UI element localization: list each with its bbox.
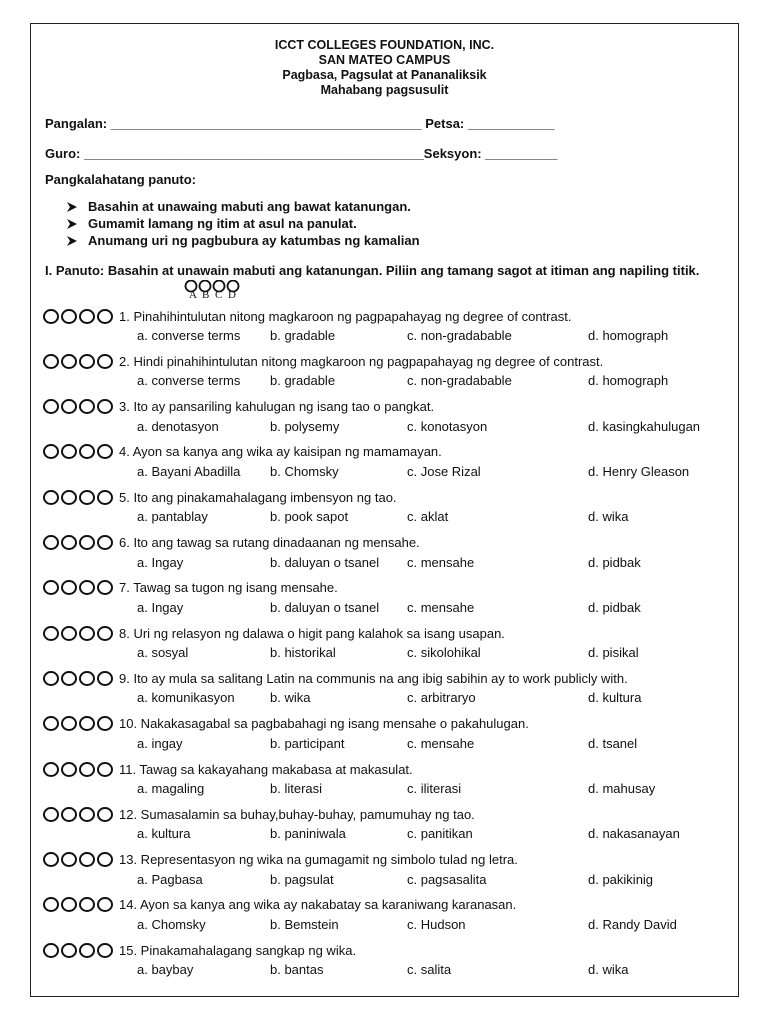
question-text: 2. Hindi pinahihintulutan nitong magkaroon ng pagpapahayag ng degree of contrast. bbox=[119, 353, 604, 369]
instruction-text: Basahin at unawaing mabuti ang bawat katanungan. bbox=[88, 199, 411, 214]
option-a: a. converse terms bbox=[137, 373, 241, 389]
question-item bbox=[43, 895, 733, 937]
answer-bubble-b[interactable] bbox=[61, 580, 77, 595]
option-c: c. aklat bbox=[407, 509, 449, 525]
instruction-item bbox=[66, 198, 420, 215]
question-item bbox=[43, 578, 733, 620]
answer-bubbles bbox=[43, 535, 119, 550]
option-a: a. Ingay bbox=[137, 599, 184, 615]
answer-bubble-a[interactable] bbox=[43, 309, 59, 324]
answer-legend bbox=[183, 280, 263, 304]
option-a: a. sosyal bbox=[137, 645, 189, 661]
answer-bubble-c[interactable] bbox=[79, 399, 95, 414]
subject-title: Pagbasa, Pagsulat at Pananaliksik bbox=[282, 68, 487, 82]
question-text: 11. Tawag sa kakayahang makabasa at makasulat. bbox=[119, 761, 413, 777]
option-a: a. Bayani Abadilla bbox=[137, 463, 241, 479]
arrow-bullet-icon bbox=[66, 235, 78, 247]
option-row bbox=[43, 417, 733, 439]
answer-bubble-d[interactable] bbox=[97, 897, 113, 912]
option-b: b. polysemy bbox=[270, 418, 340, 434]
option-a: a. magaling bbox=[137, 781, 205, 796]
answer-bubble-c[interactable] bbox=[79, 626, 95, 641]
answer-bubble-d[interactable] bbox=[97, 852, 113, 867]
instruction-text: Anumang uri ng pagbubura ay katumbas ng kamalian bbox=[88, 233, 420, 248]
option-a: a. Ingay bbox=[137, 554, 184, 570]
answer-bubble-c[interactable] bbox=[79, 354, 95, 369]
answer-bubble-a[interactable] bbox=[43, 444, 59, 459]
answer-bubble-c[interactable] bbox=[79, 535, 95, 550]
option-b: b. pook sapot bbox=[270, 509, 349, 525]
answer-bubbles bbox=[43, 580, 119, 595]
option-b: b. gradable bbox=[270, 328, 336, 343]
answer-bubble-d[interactable] bbox=[97, 354, 113, 369]
question-item bbox=[43, 668, 733, 710]
option-d: d. homograph bbox=[588, 328, 669, 343]
option-c: c. salita bbox=[407, 962, 452, 978]
legend-letter-a: A bbox=[189, 289, 197, 301]
option-b: b. daluyan o tsanel bbox=[270, 554, 380, 570]
option-b: b. gradable bbox=[270, 373, 336, 389]
question-item bbox=[43, 940, 733, 982]
answer-bubble-a[interactable] bbox=[43, 399, 59, 414]
answer-bubble-a[interactable] bbox=[43, 852, 59, 867]
answer-bubbles bbox=[43, 354, 119, 369]
option-d: d. pidbak bbox=[588, 554, 641, 570]
option-c: c. sikolohikal bbox=[407, 645, 481, 661]
answer-bubble-d[interactable] bbox=[97, 762, 113, 777]
answer-bubbles bbox=[43, 943, 119, 958]
teacher-section-line: Guro: _______________________________________________Seksyon: __________ bbox=[45, 146, 558, 161]
answer-bubble-d[interactable] bbox=[97, 626, 113, 641]
answer-bubble-c[interactable] bbox=[79, 807, 95, 822]
answer-bubble-a[interactable] bbox=[43, 354, 59, 369]
question-text: 10. Nakakasagabal sa pagbabahagi ng isang mensahe o pakahulugan. bbox=[119, 716, 529, 732]
option-row bbox=[43, 870, 733, 892]
option-c: c. mensahe bbox=[407, 735, 475, 751]
question-text: 13. Representasyon ng wika na gumagamit ng simbolo tulad ng letra. bbox=[119, 852, 518, 868]
option-row bbox=[43, 643, 733, 665]
question-item bbox=[43, 306, 733, 348]
answer-bubbles bbox=[43, 309, 119, 324]
answer-bubble-d[interactable] bbox=[97, 807, 113, 822]
answer-bubbles bbox=[43, 490, 119, 505]
option-row bbox=[43, 824, 733, 846]
question-text: 1. Pinahihintulutan nitong magkaroon ng pagpapahayag ng degree of contrast. bbox=[119, 308, 572, 324]
option-row bbox=[43, 507, 733, 529]
answer-bubbles bbox=[43, 626, 119, 641]
question-text: 5. Ito ang pinakamahalagang imbensyon ng tao. bbox=[119, 489, 397, 505]
answer-bubble-d[interactable] bbox=[97, 399, 113, 414]
option-b: b. wika bbox=[270, 690, 311, 706]
option-d: d. pisikal bbox=[588, 645, 639, 661]
part-one-directions: I. Panuto: Basahin at unawain mabuti ang katanungan. Piliin ang tamang sagot at itiman ang napiling titik. bbox=[45, 263, 700, 278]
answer-bubble-b[interactable] bbox=[61, 535, 77, 550]
answer-bubble-a[interactable] bbox=[43, 671, 59, 686]
option-c: c. Jose Rizal bbox=[407, 463, 481, 479]
general-instructions-title: Pangkalahatang panuto: bbox=[45, 172, 196, 187]
option-b: b. historikal bbox=[270, 645, 336, 661]
question-text: 15. Pinakamahalagang sangkap ng wika. bbox=[119, 942, 357, 958]
question-text: 4. Ayon sa kanya ang wika ay kaisipan ng mamamayan. bbox=[119, 444, 442, 460]
question-item bbox=[43, 759, 733, 801]
option-d: d. mahusay bbox=[588, 781, 656, 796]
option-d: d. wika bbox=[588, 509, 629, 525]
school-name: ICCT COLLEGES FOUNDATION, INC. bbox=[274, 38, 495, 52]
option-d: d. nakasanayan bbox=[588, 826, 680, 842]
option-c: c. panitikan bbox=[407, 826, 473, 842]
question-text: 6. Ito ang tawag sa rutang dinadaanan ng mensahe. bbox=[119, 535, 420, 550]
answer-bubbles bbox=[43, 897, 119, 912]
answer-bubble-c[interactable] bbox=[79, 444, 95, 459]
answer-bubble-d[interactable] bbox=[97, 716, 113, 731]
option-row bbox=[43, 553, 733, 575]
option-d: d. tsanel bbox=[588, 735, 638, 751]
answer-bubbles bbox=[43, 807, 119, 822]
answer-bubbles bbox=[43, 762, 119, 777]
option-a: a. komunikasyon bbox=[137, 690, 235, 706]
instruction-text: Gumamit lamang ng itim at asul na panulat. bbox=[88, 216, 357, 231]
campus-name: SAN MATEO CAMPUS bbox=[318, 53, 451, 67]
answer-bubble-c[interactable] bbox=[79, 762, 95, 777]
name-date-line: Pangalan: ___________________________________________ Petsa: ____________ bbox=[45, 116, 555, 131]
option-b: b. daluyan o tsanel bbox=[270, 599, 380, 615]
question-item bbox=[43, 351, 733, 393]
option-row bbox=[43, 960, 733, 982]
answer-bubble-b[interactable] bbox=[61, 943, 77, 958]
arrow-bullet-icon bbox=[66, 218, 78, 230]
arrow-bullet-icon bbox=[66, 201, 78, 213]
question-text: 7. Tawag sa tugon ng isang mensahe. bbox=[119, 580, 338, 596]
option-c: c. konotasyon bbox=[407, 418, 488, 434]
answer-bubble-b[interactable] bbox=[61, 671, 77, 686]
answer-bubble-c[interactable] bbox=[79, 897, 95, 912]
question-item bbox=[43, 397, 733, 439]
option-a: a. converse terms bbox=[137, 328, 241, 343]
option-c: c. arbitraryo bbox=[407, 690, 476, 706]
answer-bubble-c[interactable] bbox=[79, 580, 95, 595]
question-text: 3. Ito ay pansariling kahulugan ng isang tao o pangkat. bbox=[119, 399, 435, 415]
option-row bbox=[43, 371, 733, 393]
question-text: 12. Sumasalamin sa buhay,buhay-buhay, pamumuhay ng tao. bbox=[119, 806, 475, 822]
option-row bbox=[43, 326, 733, 348]
option-d: d. kasingkahulugan bbox=[588, 418, 701, 434]
question-item bbox=[43, 623, 733, 665]
option-d: d. pidbak bbox=[588, 599, 641, 615]
answer-bubble-d[interactable] bbox=[97, 309, 113, 324]
option-d: d. Henry Gleason bbox=[588, 463, 690, 479]
option-c: c. non-gradabable bbox=[407, 328, 512, 343]
answer-bubble-b[interactable] bbox=[61, 490, 77, 505]
option-b: b. bantas bbox=[270, 962, 324, 978]
question-item bbox=[43, 804, 733, 846]
answer-bubble-a[interactable] bbox=[43, 807, 59, 822]
answer-bubbles bbox=[43, 399, 119, 414]
answer-bubbles bbox=[43, 716, 119, 731]
answer-bubble-b[interactable] bbox=[61, 626, 77, 641]
answer-bubble-c[interactable] bbox=[79, 309, 95, 324]
answer-bubble-b[interactable] bbox=[61, 897, 77, 912]
option-c: c. pagsasalita bbox=[407, 871, 487, 887]
question-text: 8. Uri ng relasyon ng dalawa o higit pang kalahok sa isang usapan. bbox=[119, 625, 505, 641]
option-row bbox=[43, 779, 733, 801]
answer-bubble-d[interactable] bbox=[97, 943, 113, 958]
option-b: b. paniniwala bbox=[270, 826, 346, 842]
option-d: d. pakikinig bbox=[588, 871, 654, 887]
answer-bubbles bbox=[43, 852, 119, 867]
answer-bubble-d[interactable] bbox=[97, 444, 113, 459]
answer-bubble-a[interactable] bbox=[43, 943, 59, 958]
answer-bubble-d[interactable] bbox=[97, 580, 113, 595]
answer-bubble-a[interactable] bbox=[43, 580, 59, 595]
answer-bubble-c[interactable] bbox=[79, 671, 95, 686]
option-c: c. Hudson bbox=[407, 916, 466, 932]
option-row bbox=[43, 462, 733, 484]
answer-bubbles bbox=[43, 444, 119, 459]
exam-title: Mahabang pagsusulit bbox=[320, 83, 449, 97]
answer-bubble-b[interactable] bbox=[61, 716, 77, 731]
option-c: c. iliterasi bbox=[407, 781, 462, 796]
option-a: a. baybay bbox=[137, 962, 194, 978]
answer-bubble-a[interactable] bbox=[43, 762, 59, 777]
legend-letter-c: C bbox=[215, 289, 223, 301]
option-b: b. participant bbox=[270, 735, 345, 751]
legend-letter-d: D bbox=[228, 289, 236, 301]
option-c: c. mensahe bbox=[407, 599, 475, 615]
option-d: d. Randy David bbox=[588, 916, 677, 932]
option-row bbox=[43, 598, 733, 620]
option-b: b. literasi bbox=[270, 781, 323, 796]
answer-bubble-b[interactable] bbox=[61, 807, 77, 822]
answer-bubble-b[interactable] bbox=[61, 444, 77, 459]
option-d: d. wika bbox=[588, 962, 629, 978]
option-row bbox=[43, 734, 733, 756]
exam-header bbox=[30, 38, 739, 98]
answer-bubble-a[interactable] bbox=[43, 716, 59, 731]
option-a: a. ingay bbox=[137, 735, 183, 751]
option-row bbox=[43, 915, 733, 937]
answer-bubble-d[interactable] bbox=[97, 535, 113, 550]
answer-bubble-b[interactable] bbox=[61, 762, 77, 777]
answer-bubble-a[interactable] bbox=[43, 626, 59, 641]
option-a: a. pantablay bbox=[137, 509, 208, 525]
question-text: 14. Ayon sa kanya ang wika ay nakabatay sa karaniwang karanasan. bbox=[119, 897, 517, 913]
instruction-list bbox=[66, 198, 420, 249]
instruction-item bbox=[66, 232, 420, 249]
answer-bubble-d[interactable] bbox=[97, 671, 113, 686]
instruction-item bbox=[66, 215, 420, 232]
answer-bubble-b[interactable] bbox=[61, 852, 77, 867]
option-a: a. kultura bbox=[137, 826, 191, 842]
question-item bbox=[43, 714, 733, 756]
answer-bubble-c[interactable] bbox=[79, 490, 95, 505]
option-row bbox=[43, 688, 733, 710]
question-item bbox=[43, 487, 733, 529]
answer-bubble-d[interactable] bbox=[97, 490, 113, 505]
answer-bubble-a[interactable] bbox=[43, 535, 59, 550]
option-c: c. mensahe bbox=[407, 554, 475, 570]
answer-bubble-a[interactable] bbox=[43, 490, 59, 505]
option-b: b. pagsulat bbox=[270, 871, 334, 887]
legend-letter-b: B bbox=[202, 289, 210, 301]
question-text: 9. Ito ay mula sa salitang Latin na communis na ang ibig sabihin ay to work publicly with. bbox=[119, 670, 628, 686]
option-c: c. non-gradabable bbox=[407, 373, 512, 389]
option-a: a. Pagbasa bbox=[137, 871, 203, 887]
answer-bubbles bbox=[43, 671, 119, 686]
answer-bubble-b[interactable] bbox=[61, 399, 77, 414]
option-a: a. denotasyon bbox=[137, 418, 219, 434]
option-b: b. Chomsky bbox=[270, 463, 339, 479]
option-d: d. kultura bbox=[588, 690, 642, 706]
question-item bbox=[43, 442, 733, 484]
answer-bubble-c[interactable] bbox=[79, 852, 95, 867]
option-a: a. Chomsky bbox=[137, 916, 206, 932]
option-d: d. homograph bbox=[588, 373, 669, 389]
answer-bubble-c[interactable] bbox=[79, 716, 95, 731]
question-item bbox=[43, 850, 733, 892]
answer-bubble-b[interactable] bbox=[61, 354, 77, 369]
option-b: b. Bemstein bbox=[270, 916, 339, 932]
answer-bubble-c[interactable] bbox=[79, 943, 95, 958]
answer-bubble-a[interactable] bbox=[43, 897, 59, 912]
question-item bbox=[43, 533, 733, 575]
answer-bubble-b[interactable] bbox=[61, 309, 77, 324]
